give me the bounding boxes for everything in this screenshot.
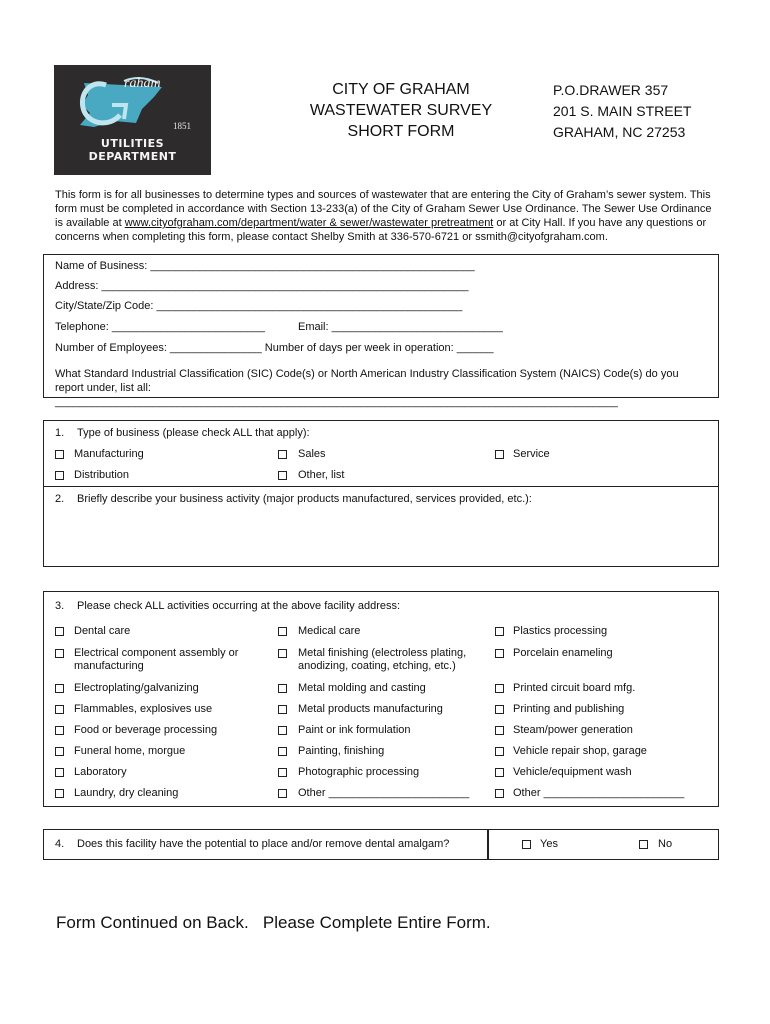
activity-funeral-home: Funeral home, morgue [74, 745, 186, 757]
ordinance-link[interactable]: www.cityofgraham.com/department/water & sewer/wastewater pretreatment [124, 217, 494, 229]
checkbox-painting-finishing[interactable] [278, 747, 287, 756]
activity-medical-care: Medical care [298, 625, 361, 637]
checkbox-electrical-component[interactable] [55, 649, 64, 658]
activity-dental-care: Dental care [74, 625, 131, 637]
form-continued-note: Form Continued on Back. Please Complete Entire Form. [56, 913, 491, 932]
option-other-list: Other, list [298, 469, 345, 481]
logo-line-department: DEPARTMENT [88, 150, 177, 163]
option-manufacturing: Manufacturing [74, 448, 144, 460]
q2-prompt: Briefly describe your business activity (major products manufactured, services provided, etc.): [77, 493, 532, 505]
checkbox-funeral-home[interactable] [55, 747, 64, 756]
title-line-2: WASTEWATER SURVEY [309, 102, 493, 119]
activity-other-2[interactable]: Other _______________________ [513, 787, 685, 799]
checkbox-other-business[interactable] [278, 471, 287, 480]
checkbox-other-activity-1[interactable] [278, 789, 287, 798]
checkbox-vehicle-wash[interactable] [495, 768, 504, 777]
checkbox-flammables[interactable] [55, 705, 64, 714]
activity-porcelain: Porcelain enameling [513, 647, 613, 659]
city-state-zip-field[interactable]: City/State/Zip Code: __________________________________________________ [55, 300, 463, 312]
checkbox-food-beverage[interactable] [55, 726, 64, 735]
activity-electrical-component: Electrical component assembly or manufacturing [74, 647, 239, 672]
question-2-box[interactable] [43, 487, 719, 567]
activity-metal-molding: Metal molding and casting [298, 682, 426, 694]
activity-laboratory: Laboratory [74, 766, 127, 778]
address-line-1: P.O.DRAWER 357 [553, 82, 669, 98]
answer-yes: Yes [540, 838, 558, 850]
checkbox-photographic[interactable] [278, 768, 287, 777]
activity-painting-finishing: Painting, finishing [298, 745, 385, 757]
logo-year: 1851 [173, 121, 191, 131]
checkbox-sales[interactable] [278, 450, 287, 459]
checkbox-laundry[interactable] [55, 789, 64, 798]
answer-no: No [658, 838, 673, 850]
question-4-box [43, 829, 489, 860]
activity-vehicle-repair: Vehicle repair shop, garage [513, 745, 647, 757]
checkbox-other-activity-2[interactable] [495, 789, 504, 798]
q2-number: 2. [55, 493, 65, 505]
question-1-box [43, 420, 719, 487]
activity-plastics: Plastics processing [513, 625, 608, 637]
checkbox-laboratory[interactable] [55, 768, 64, 777]
checkbox-printing[interactable] [495, 705, 504, 714]
checkbox-distribution[interactable] [55, 471, 64, 480]
checkbox-yes[interactable] [522, 840, 531, 849]
checkbox-dental-care[interactable] [55, 627, 64, 636]
checkbox-service[interactable] [495, 450, 504, 459]
telephone-field[interactable]: Telephone: _________________________ [55, 321, 265, 333]
intro-paragraph [55, 188, 719, 244]
activity-metal-finishing: Metal finishing (electroless plating, anodizing, coating, etching, etc.) [298, 647, 467, 672]
q1-number: 1. [55, 427, 65, 439]
activity-steam-power: Steam/power generation [513, 724, 633, 736]
form-title [288, 79, 514, 142]
checkbox-manufacturing[interactable] [55, 450, 64, 459]
checkbox-vehicle-repair[interactable] [495, 747, 504, 756]
checkbox-metal-products[interactable] [278, 705, 287, 714]
activity-electroplating: Electroplating/galvanizing [74, 682, 199, 694]
intro-text-2: or at City Hall. If you have any questions or concerns when completing this form, please contact Shelby Smith at 336-570-6721 or ssmith@cityofgraham.com. [55, 217, 707, 243]
sic-naics-field[interactable]: What Standard Industrial Classification (SIC) Code(s) or North American Industry Classification System (NAICS) Code(s) do you report under, list all: ____________________________________________________________________________________________ [55, 368, 679, 408]
activity-printing: Printing and publishing [513, 703, 625, 715]
logo-line-utilities: UTILITIES [100, 137, 165, 150]
q3-prompt: Please check ALL activities occurring at the above facility address: [77, 600, 401, 612]
question-3-box [43, 591, 719, 807]
email-field[interactable]: Email: ____________________________ [298, 321, 503, 333]
q4-number: 4. [55, 838, 65, 850]
logo-name: raham [124, 76, 161, 91]
option-sales: Sales [298, 448, 326, 460]
option-service: Service [513, 448, 550, 460]
intro-text-1: This form is for all businesses to determine types and sources of wastewater that are entering the City of Graham’s sewer system. This form must be completed in accordance with Section 13-233(a) of the City of Graham Sewer Use Ordinance. The Sewer Use Ordinance is available at [55, 189, 712, 229]
checkbox-plastics[interactable] [495, 627, 504, 636]
checkbox-steam-power[interactable] [495, 726, 504, 735]
activity-paint-ink: Paint or ink formulation [298, 724, 411, 736]
address-line-2: 201 S. MAIN STREET [553, 103, 692, 119]
checkbox-metal-finishing[interactable] [278, 649, 287, 658]
activity-vehicle-wash: Vehicle/equipment wash [513, 766, 632, 778]
business-info-box [43, 254, 719, 408]
utilities-logo [54, 65, 211, 175]
title-line-3: SHORT FORM [347, 123, 455, 140]
address-field[interactable]: Address: ____________________________________________________________ [55, 280, 469, 292]
q3-number: 3. [55, 600, 65, 612]
checkbox-medical-care[interactable] [278, 627, 287, 636]
activity-laundry: Laundry, dry cleaning [74, 787, 179, 799]
checkbox-no[interactable] [639, 840, 648, 849]
checkbox-electroplating[interactable] [55, 684, 64, 693]
option-distribution: Distribution [74, 469, 130, 481]
q4-prompt: Does this facility have the potential to place and/or remove dental amalgam? [77, 838, 450, 850]
activity-metal-products: Metal products manufacturing [298, 703, 443, 715]
business-name-field[interactable]: Name of Business: _____________________________________________________ [55, 260, 475, 272]
title-line-1: CITY OF GRAHAM [332, 81, 470, 98]
activity-printed-circuit: Printed circuit board mfg. [513, 682, 636, 694]
question-4-answers [487, 829, 719, 860]
activity-food-beverage: Food or beverage processing [74, 724, 218, 736]
checkbox-printed-circuit[interactable] [495, 684, 504, 693]
q1-prompt: Type of business (please check ALL that apply): [77, 427, 310, 439]
checkbox-metal-molding[interactable] [278, 684, 287, 693]
activity-flammables: Flammables, explosives use [74, 703, 213, 715]
checkbox-paint-ink[interactable] [278, 726, 287, 735]
mailing-address [553, 80, 691, 143]
activity-photographic: Photographic processing [298, 766, 420, 778]
activity-other-1[interactable]: Other _______________________ [298, 787, 470, 799]
employees-days-field[interactable]: Number of Employees: _______________ Number of days per week in operation: ______ [55, 342, 494, 354]
checkbox-porcelain[interactable] [495, 649, 504, 658]
address-line-3: GRAHAM, NC 27253 [553, 124, 686, 140]
